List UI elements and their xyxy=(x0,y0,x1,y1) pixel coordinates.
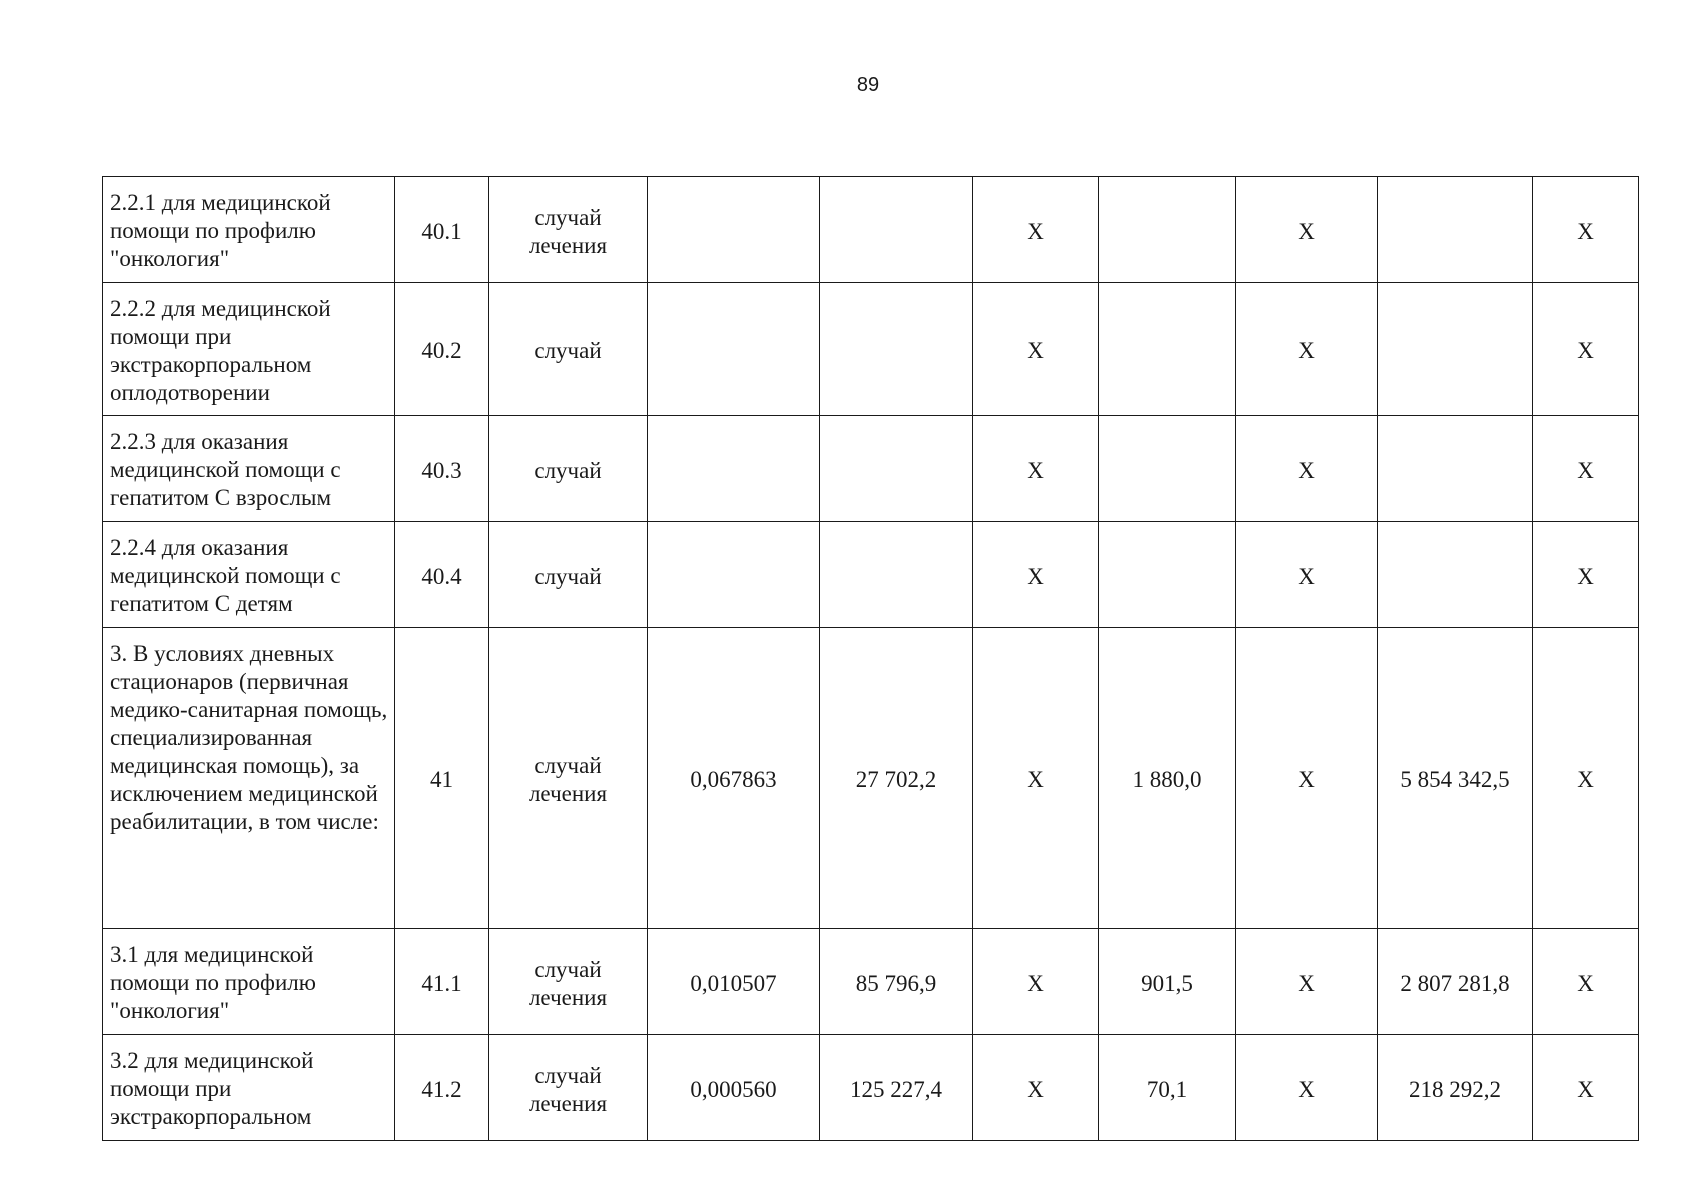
row-unit-cell: случай лечения xyxy=(489,628,648,929)
row-unit-cell: случай лечения xyxy=(489,929,648,1035)
row-code-cell: 40.1 xyxy=(395,177,489,283)
row-value-cell: 70,1 xyxy=(1099,1035,1236,1141)
row-value-cell: X xyxy=(1236,416,1378,522)
row-value-cell: 2 807 281,8 xyxy=(1378,929,1533,1035)
row-unit-cell: случай xyxy=(489,416,648,522)
row-value-cell: 218 292,2 xyxy=(1378,1035,1533,1141)
row-value-cell xyxy=(1378,177,1533,283)
table-row xyxy=(103,628,1639,929)
row-value-cell: X xyxy=(1533,283,1639,416)
row-value-cell xyxy=(648,416,820,522)
row-value-cell xyxy=(1378,522,1533,628)
row-value-cell: X xyxy=(973,929,1099,1035)
row-value-cell xyxy=(648,283,820,416)
row-value-cell: X xyxy=(1236,177,1378,283)
row-name-cell: 3.1 для медицинской помощи по профилю "онкология" xyxy=(103,929,395,1035)
row-value-cell: 125 227,4 xyxy=(820,1035,973,1141)
row-value-cell xyxy=(1099,522,1236,628)
table-row xyxy=(103,283,1639,416)
row-value-cell xyxy=(820,416,973,522)
row-value-cell: 901,5 xyxy=(1099,929,1236,1035)
row-name-cell: 3. В условиях дневных стационаров (первичная медико-санитарная помощь, специализированная медицинская помощь), за исключением медицинской реабилитации, в том числе: xyxy=(103,628,395,929)
row-value-cell: X xyxy=(1533,1035,1639,1141)
row-value-cell: X xyxy=(1533,416,1639,522)
row-value-cell xyxy=(1099,416,1236,522)
row-code-cell: 40.4 xyxy=(395,522,489,628)
row-name-cell: 2.2.3 для оказания медицинской помощи с гепатитом С взрослым xyxy=(103,416,395,522)
row-value-cell: X xyxy=(1236,1035,1378,1141)
row-value-cell: X xyxy=(973,177,1099,283)
row-value-cell: 27 702,2 xyxy=(820,628,973,929)
row-name-cell: 3.2 для медицинской помощи при экстракорпоральном xyxy=(103,1035,395,1141)
row-value-cell xyxy=(1099,177,1236,283)
row-value-cell: X xyxy=(973,283,1099,416)
row-value-cell xyxy=(1378,283,1533,416)
row-value-cell: X xyxy=(1236,628,1378,929)
row-value-cell: X xyxy=(1236,929,1378,1035)
row-code-cell: 41 xyxy=(395,628,489,929)
row-unit-cell: случай xyxy=(489,283,648,416)
row-value-cell xyxy=(648,177,820,283)
row-unit-cell: случай лечения xyxy=(489,1035,648,1141)
table-row xyxy=(103,177,1639,283)
row-name-cell: 2.2.4 для оказания медицинской помощи с гепатитом С детям xyxy=(103,522,395,628)
row-code-cell: 40.3 xyxy=(395,416,489,522)
row-value-cell: X xyxy=(973,1035,1099,1141)
row-value-cell: X xyxy=(1236,283,1378,416)
row-value-cell xyxy=(820,522,973,628)
row-value-cell: X xyxy=(1533,628,1639,929)
data-table xyxy=(102,176,1639,1141)
row-name-cell: 2.2.1 для медицинской помощи по профилю "онкология" xyxy=(103,177,395,283)
row-value-cell: X xyxy=(1236,522,1378,628)
table-row xyxy=(103,929,1639,1035)
row-value-cell: X xyxy=(1533,929,1639,1035)
row-value-cell: 0,067863 xyxy=(648,628,820,929)
table-row xyxy=(103,522,1639,628)
row-value-cell xyxy=(648,522,820,628)
row-value-cell xyxy=(1099,283,1236,416)
row-value-cell: 0,010507 xyxy=(648,929,820,1035)
row-value-cell xyxy=(1378,416,1533,522)
row-unit-cell: случай xyxy=(489,522,648,628)
row-name-cell: 2.2.2 для медицинской помощи при экстракорпоральном оплодотворении xyxy=(103,283,395,416)
row-value-cell: 85 796,9 xyxy=(820,929,973,1035)
row-value-cell: X xyxy=(973,416,1099,522)
row-code-cell: 41.1 xyxy=(395,929,489,1035)
row-value-cell: X xyxy=(973,628,1099,929)
row-value-cell xyxy=(820,283,973,416)
row-unit-cell: случай лечения xyxy=(489,177,648,283)
table-row xyxy=(103,416,1639,522)
row-value-cell: 5 854 342,5 xyxy=(1378,628,1533,929)
table-row xyxy=(103,1035,1639,1141)
row-code-cell: 40.2 xyxy=(395,283,489,416)
row-value-cell: 0,000560 xyxy=(648,1035,820,1141)
row-value-cell: X xyxy=(1533,177,1639,283)
row-value-cell xyxy=(820,177,973,283)
page-number: 89 xyxy=(856,74,880,96)
row-value-cell: X xyxy=(973,522,1099,628)
row-value-cell: X xyxy=(1533,522,1639,628)
row-value-cell: 1 880,0 xyxy=(1099,628,1236,929)
row-code-cell: 41.2 xyxy=(395,1035,489,1141)
